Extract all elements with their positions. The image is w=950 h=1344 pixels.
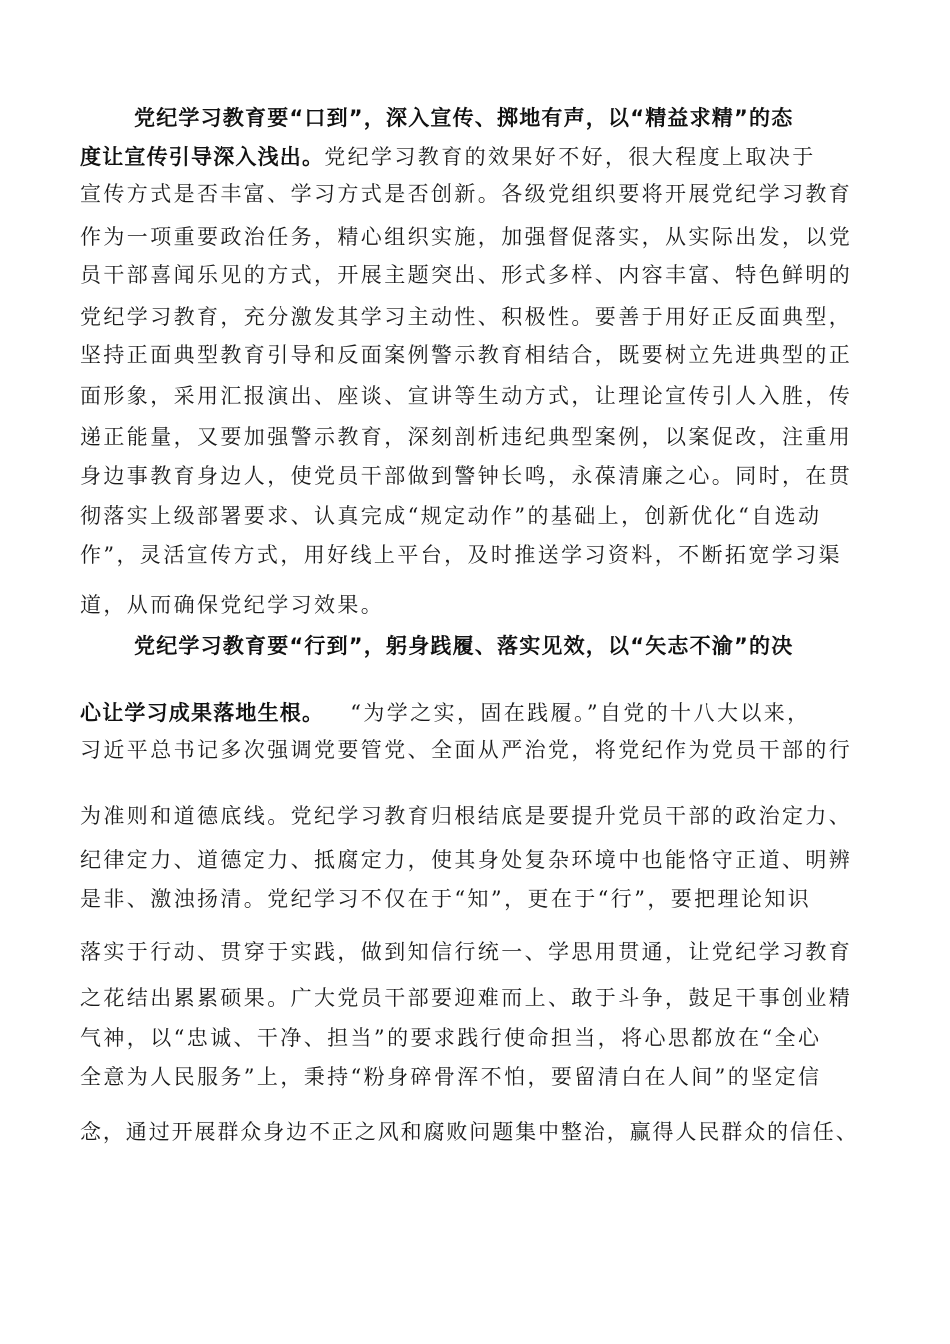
paragraph-1-line-1: [80, 143, 880, 171]
paragraph-1-body-text: 党纪学习教育的效果好不好，很大程度上取决于: [324, 145, 816, 169]
paragraph-2-line-3: 为准则和道德底线。党纪学习教育归根结底是要提升党员干部的政治定力、: [80, 804, 853, 828]
paragraph-2-line-9: 全意为人民服务”上，秉持“粉身碎骨浑不怕，要留清白在人间”的坚定信: [80, 1065, 822, 1089]
paragraph-2-line-1: [80, 699, 880, 727]
paragraph-1-line-7: 面形象，采用汇报演出、座谈、宣讲等生动方式，让理论宣传引人入胜，传: [80, 384, 853, 408]
paragraph-1-line-9: 身边事教育身边人，使党员干部做到警钟长鸣，永葆清廉之心。同时，在贯: [80, 464, 853, 488]
paragraph-1-line-12: 道，从而确保党纪学习效果。: [80, 593, 385, 617]
paragraph-2-line-10: 念，通过开展群众身边不正之风和腐败问题集中整治，赢得人民群众的信任、: [80, 1120, 859, 1144]
paragraph-2-heading-line-2: 心让学习成果落地生根。: [80, 701, 325, 725]
paragraph-2-line-8: 气神，以“忠诚、干净、担当”的要求践行使命担当，将心思都放在“全心: [80, 1026, 822, 1050]
paragraph-1-line-3: 作为一项重要政治任务，精心组织实施，加强督促落实，从实际出发，以党: [80, 225, 853, 249]
paragraph-2-line-7: 之花结出累累硕果。广大党员干部要迎难而上、敢于斗争，鼓足干事创业精: [80, 986, 853, 1010]
paragraph-1-line-11: 作”，灵活宣传方式，用好线上平台，及时推送学习资料，不断拓宽学习渠: [80, 543, 842, 567]
paragraph-1-line-4: 员干部喜闻乐见的方式，开展主题突出、形式多样、内容丰富、特色鲜明的: [80, 263, 853, 287]
paragraph-1-line-10: 彻落实上级部署要求、认真完成“规定动作”的基础上，创新优化“自选动: [80, 504, 822, 528]
paragraph-1-line-5: 党纪学习教育，充分激发其学习主动性、积极性。要善于用好正反面典型，: [80, 305, 853, 329]
paragraph-1-heading-line-1: 党纪学习教育要“口到”，深入宣传、掷地有声，以“精益求精”的态: [134, 106, 794, 130]
paragraph-1-line-6: 坚持正面典型教育引导和反面案例警示教育相结合，既要树立先进典型的正: [80, 343, 853, 367]
paragraph-1-line-8: 递正能量，又要加强警示教育，深刻剖析违纪典型案例，以案促改，注重用: [80, 425, 853, 449]
paragraph-2-line-4: 纪律定力、道德定力、抵腐定力，使其身处复杂环境中也能恪守正道、明辨: [80, 848, 853, 872]
paragraph-2-line-5: 是非、激浊扬清。党纪学习不仅在于“知”，更在于“行”，要把理论知识: [80, 887, 812, 911]
paragraph-1-heading-line-2: 度让宣传引导深入浅出。: [80, 145, 325, 169]
paragraph-1-line-2: 宣传方式是否丰富、学习方式是否创新。各级党组织要将开展党纪学习教育: [80, 182, 853, 206]
paragraph-2-line-6: 落实于行动、贯穿于实践，做到知信行统一、学思用贯通，让党纪学习教育: [80, 940, 853, 964]
paragraph-2-line-2: 习近平总书记多次强调党要管党、全面从严治党，将党纪作为党员干部的行: [80, 738, 853, 762]
paragraph-2-body-text: “为学之实，固在践履。”自党的十八大以来，: [350, 701, 811, 725]
paragraph-2-heading-line-1: 党纪学习教育要“行到”，躬身践履、落实见效，以“矢志不渝”的决: [134, 634, 794, 658]
